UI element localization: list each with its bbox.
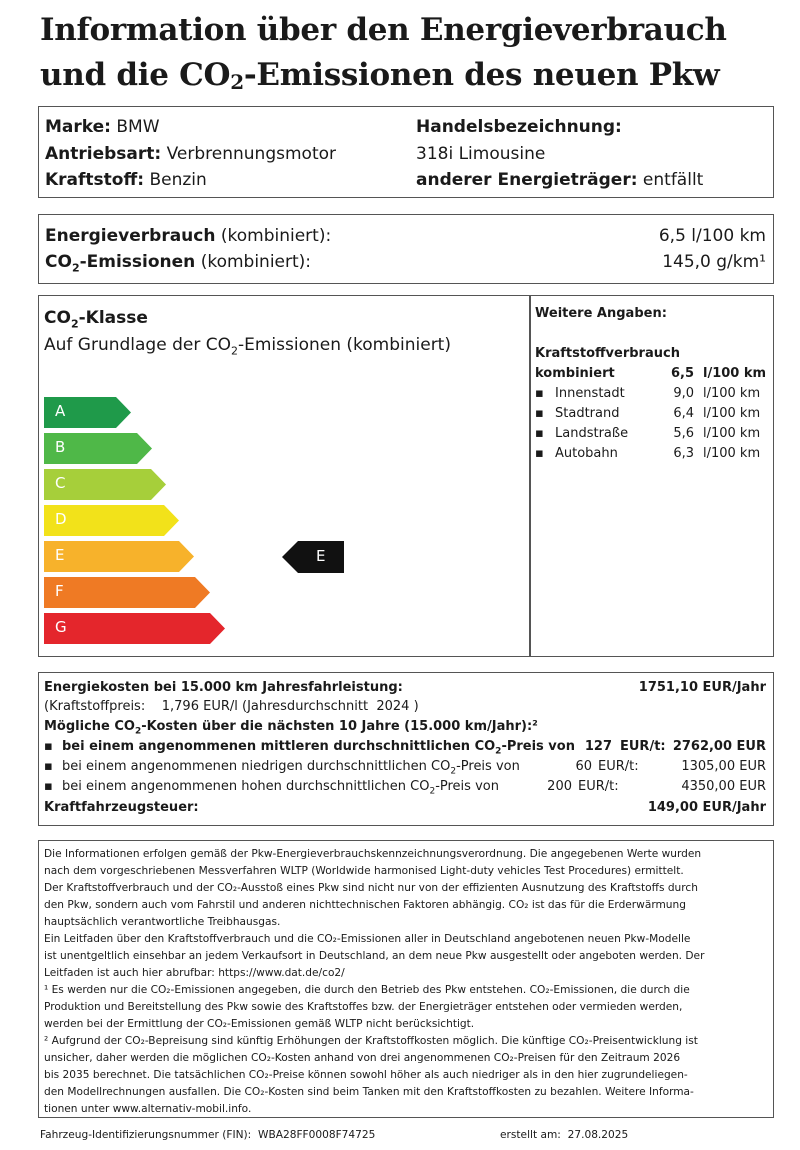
note-line: Produktion und Bereitstellung des Pkw sowie des Kraftstoffes bzw. der Energieträger entstehen oder vermieden werden, [44,1001,683,1013]
note-line: Ein Leitfaden über den Kraftstoffverbrauch und die CO₂-Emissionen aller in Deutschland angebotenen neuen Pkw-Modelle [44,933,691,945]
current-class-arrow [282,541,344,573]
title-line-2: und die $CO_2$-Emissionen des neuen Pkw [40,57,720,94]
fuel-consumption-heading: Kraftstoffverbrauch [535,346,680,361]
combined-label: kombiniert [535,366,615,381]
scenario-low-price: 60 [575,759,592,774]
fuel-price-row: (Kraftstoffpreis: 1,796 EUR/l (Jahresdurchschnitt 2024 ) [44,699,419,714]
consumption-value-landstrasse: 5,6 [673,426,694,441]
co2-emissions-label: $CO_2$-Emissionen (kombiniert): [45,252,312,275]
page-title [40,8,780,105]
fuel-row: Kraftstoff: Benzin [45,170,207,190]
scenario-medium-price: 127 [584,739,612,754]
consumption-row-autobahn: ▪ Autobahn [535,446,618,461]
legal-notes [44,846,770,1118]
drive-row: Antriebsart: Verbrennungsmotor [45,144,336,164]
brand-row: Marke: BMW [45,117,160,137]
consumption-value-stadtrand: 6,4 [673,406,694,421]
other-energy-row: anderer Energieträger: entfällt [416,170,704,190]
scenario-high-price: 200 [547,779,572,794]
note-line: ¹ Es werden nur die CO₂-Emissionen angegeben, die durch den Betrieb des Pkw entstehen. CO₂-Emissionen, die durch die [44,984,690,996]
note-line: hauptsächlich verantwortliche Treibhausgas. [44,916,281,928]
co2-class-divider [529,296,531,656]
co2-class-heading: $CO_2$-Klasse [44,308,148,331]
class-arrow-g: G [44,613,225,644]
note-line: ² Aufgrund der CO₂-Bepreisung sind künftig Erhöhungen der Kraftstoffkosten möglich. Die künftige CO₂-Preisentwicklung ist [44,1035,698,1047]
consumption-value-autobahn: 6,3 [673,446,694,461]
created-date-value: 27.08.2025 [567,1129,629,1141]
note-line: werden bei der Ermittlung der CO₂-Emissionen gemäß WLTP nicht berücksichtigt. [44,1018,475,1030]
vehicle-tax-value: 149,00 EUR/Jahr [647,800,766,815]
note-line: Leitfaden ist auch hier abrufbar: https://www.dat.de/co2/ [44,967,345,979]
scenario-medium-unit: EUR/t: [620,739,666,754]
consumption-value-innenstadt: 9,0 [673,386,694,401]
note-line: den Pkw, sondern auch vom Fahrstil und anderen nichttechnischen Faktoren abhängig. CO₂ ist das für die Erderwärmung [44,899,686,911]
co2-costs-heading: Mögliche $CO_2$-Kosten über die nächsten 10 Jahre (15.000 km/Jahr):² [44,719,538,737]
consumption-row-innenstadt: ▪ Innenstadt [535,386,625,401]
consumption-unit-innenstadt: l/100 km [703,386,761,401]
trade-value: 318i Limousine [416,144,546,164]
class-arrow-b: B [44,433,152,464]
consumption-unit-landstrasse: l/100 km [703,426,761,441]
scenario-high: ▪ bei einem angenommenen hohen durchschnittlichen $CO_2$-Preis von [44,779,499,797]
scenario-low: ▪ bei einem angenommenen niedrigen durchschnittlichen $CO_2$-Preis von [44,759,520,777]
created-date-row: erstellt am: 27.08.2025 [500,1129,629,1141]
vin-row: Fahrzeug-Identifizierungsnummer (FIN): WBA28FF0008F74725 [40,1129,376,1141]
energy-costs-label: Energiekosten bei 15.000 km Jahresfahrleistung: [44,680,403,695]
class-arrow-g-shape [44,613,225,644]
note-line: bis 2035 berechnet. Die tatsächlichen CO₂-Preise können sowohl höher als auch niedriger als in den hier zugrundeliegen- [44,1069,688,1081]
combined-unit: l/100 km [703,366,767,381]
vehicle-tax-label: Kraftfahrzeugsteuer: [44,800,199,815]
co2-class-basis: Auf Grundlage der $CO_2$-Emissionen (kombiniert) [44,335,451,358]
note-line: Der Kraftstoffverbrauch und der CO₂-Ausstoß eines Pkw sind nicht nur von der effizienten Ausnutzung des Kraftstoffs durch [44,882,698,894]
note-line: unsicher, daher werden die möglichen CO₂-Kosten anhand von drei angenommenen CO₂-Preisen für den Zeitraum 2026 [44,1052,681,1064]
trade-label: Handelsbezeichnung: [416,117,622,137]
class-arrow-c: C [44,469,166,500]
consumption-unit-autobahn: l/100 km [703,446,761,461]
note-line: Die Informationen erfolgen gemäß der Pkw-Energieverbrauchskennzeichnungsverordnung. Die angegebenen Werte wurden [44,848,702,860]
scenario-medium-value: 2762,00 EUR [672,739,766,754]
brand-value: BMW [116,117,160,137]
further-heading: Weitere Angaben: [535,306,667,321]
class-arrow-d: D [44,505,179,536]
scenario-low-value: 1305,00 EUR [681,759,766,774]
class-arrow-e: E [44,541,194,572]
scenario-high-unit: EUR/t: [578,779,619,794]
note-line: nach dem vorgeschriebenen Messverfahren WLTP (Worldwide harmonised Light-duty vehicles Test Procedures) ermittelt. [44,865,684,877]
consumption-row-stadtrand: ▪ Stadtrand [535,406,620,421]
combined-value: 6,5 [670,366,694,381]
note-line: ist unentgeltlich einsehbar an jedem Verkaufsort in Deutschland, an dem neue Pkw ausgestellt oder angeboten werden. Der [44,950,705,962]
note-line: tionen unter www.alternativ-mobil.info. [44,1103,252,1115]
energy-consumption-value: 6,5 l/100 km [658,226,766,246]
energy-costs-value: 1751,10 EUR/Jahr [638,680,766,695]
class-arrow-f: F [44,577,210,608]
scenario-medium: ▪ bei einem angenommenen mittleren durchschnittlichen $CO_2$-Preis von [44,739,575,757]
fuel-value: Benzin [149,170,207,190]
note-line: den Modellrechnungen ausfallen. Die CO₂-Kosten sind beim Tanken mit den Kraftstoffkosten zu bezahlen. Weitere Informa- [44,1086,694,1098]
class-arrow-a: A [44,397,131,428]
scenario-low-unit: EUR/t: [598,759,639,774]
energy-consumption-label: Energieverbrauch (kombiniert): [45,226,332,246]
drive-value: Verbrennungsmotor [166,144,336,164]
co2-emissions-value: 145,0 g/km¹ [662,252,766,272]
consumption-row-landstrasse: ▪ Landstraße [535,426,629,441]
consumption-unit-stadtrand: l/100 km [703,406,761,421]
vin-value: WBA28FF0008F74725 [257,1129,376,1141]
current-class-indicator [282,541,344,573]
class-arrow-f-shape [44,577,210,608]
title-line-1: Information über den Energieverbrauch [40,12,727,48]
current-class-label: E [316,547,326,565]
scenario-high-value: 4350,00 EUR [681,779,766,794]
class-arrow-e-shape [44,541,194,572]
